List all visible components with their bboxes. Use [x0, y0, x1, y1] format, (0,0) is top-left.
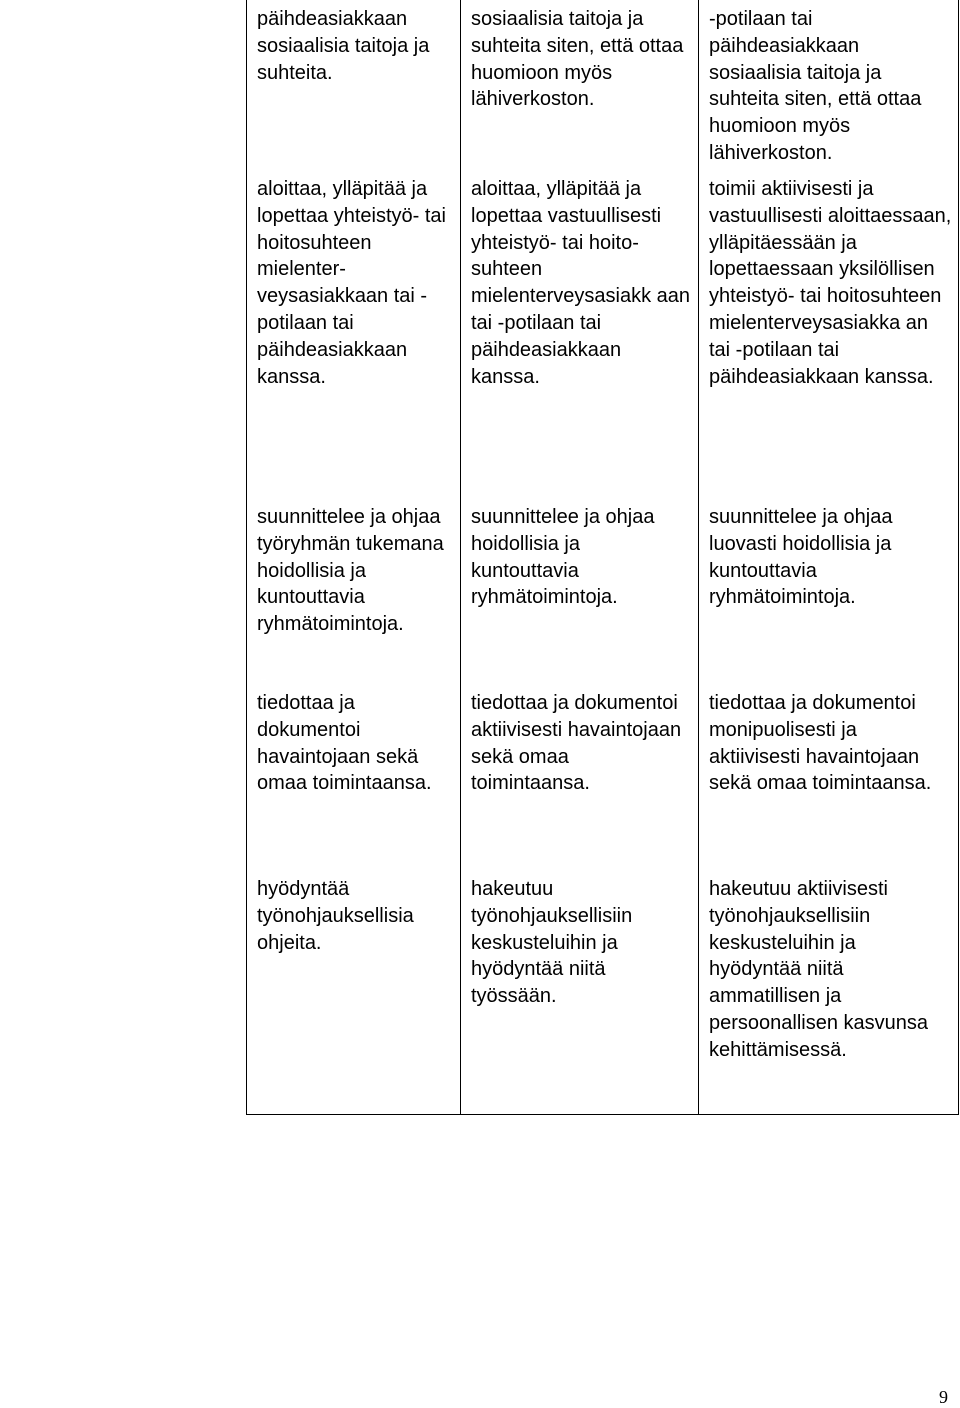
table-cell: hyödyntää työnohjauksellisia ohjeita. [247, 870, 461, 1114]
table-row [247, 170, 959, 498]
table-cell: tiedottaa ja dokumentoi havaintojaan sekä omaa toimintaansa. [247, 684, 461, 870]
table-row [247, 684, 959, 870]
assessment-criteria-table [246, 0, 959, 1115]
table-row [247, 498, 959, 684]
table-cell: suunnittelee ja ohjaa luovasti hoidollisia ja kuntouttavia ryhmätoimintoja. [699, 498, 959, 684]
table-cell: toimii aktiivisesti ja vastuullisesti aloittaessaan, ylläpitäessään ja lopettaessaan yksilöllisen yhteistyö- tai hoitosuhteen mielenterveysasiakka an tai -potilaan tai päihdeasiakkaan kanssa. [699, 170, 959, 498]
table-cell: tiedottaa ja dokumentoi aktiivisesti havaintojaan sekä omaa toimintaansa. [461, 684, 699, 870]
table-cell: aloittaa, ylläpitää ja lopettaa yhteistyö- tai hoitosuhteen mielenter- veysasiakkaan tai -potilaan tai päihdeasiakkaan kanssa. [247, 170, 461, 498]
table-cell: aloittaa, ylläpitää ja lopettaa vastuullisesti yhteistyö- tai hoito- suhteen mielenterveysasiakk aan tai -potilaan tai päihdeasiakkaan kanssa. [461, 170, 699, 498]
table-cell: tiedottaa ja dokumentoi monipuolisesti ja aktiivisesti havaintojaan sekä omaa toimintaansa. [699, 684, 959, 870]
table-cell: suunnittelee ja ohjaa työryhmän tukemana hoidollisia ja kuntouttavia ryhmätoimintoja. [247, 498, 461, 684]
table-row [247, 870, 959, 1114]
table-cell: sosiaalisia taitoja ja suhteita siten, että ottaa huomioon myös lähiverkoston. [461, 0, 699, 170]
table-cell: hakeutuu työnohjauksellisiin keskusteluihin ja hyödyntää niitä työssään. [461, 870, 699, 1114]
page-number: 9 [939, 1387, 948, 1407]
table-cell: päihdeasiakkaan sosiaalisia taitoja ja suhteita. [247, 0, 461, 170]
table-cell: hakeutuu aktiivisesti työnohjauksellisiin keskusteluihin ja hyödyntää niitä ammatillisen ja persoonallisen kasvunsa kehittämisessä. [699, 870, 959, 1114]
table-cell: suunnittelee ja ohjaa hoidollisia ja kuntouttavia ryhmätoimintoja. [461, 498, 699, 684]
table-row [247, 0, 959, 170]
table-cell: -potilaan tai päihdeasiakkaan sosiaalisia taitoja ja suhteita siten, että ottaa huomioon myös lähiverkoston. [699, 0, 959, 170]
